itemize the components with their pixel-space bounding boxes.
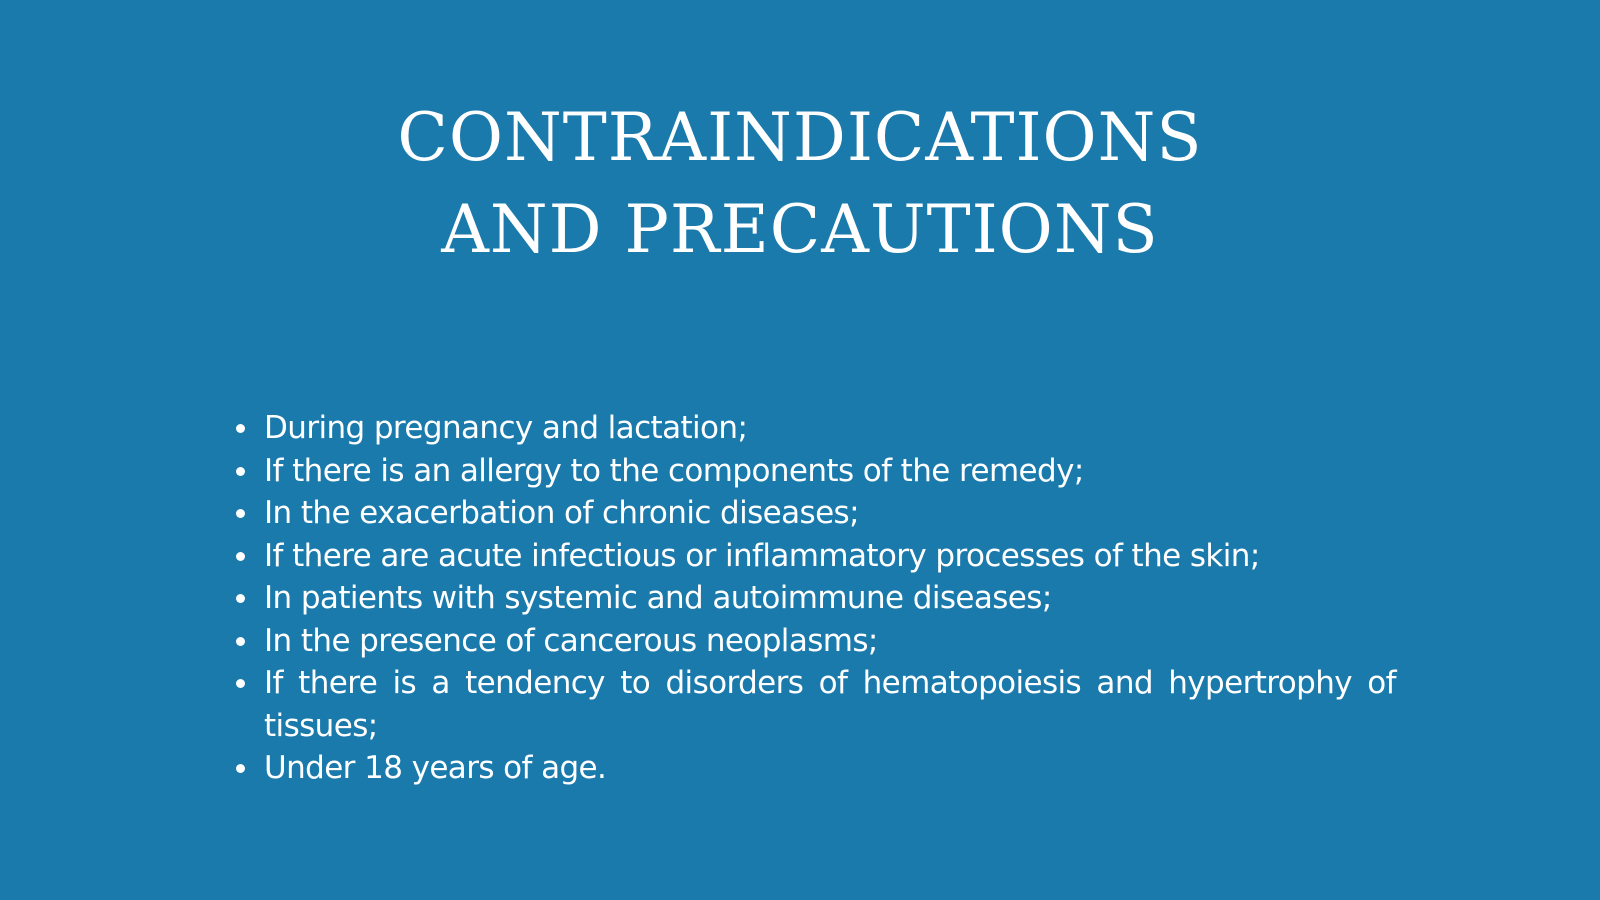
list-item-text: If there is a tendency to disorders of hematopoiesis and hypertrophy of tissues; [264,665,1396,744]
bullet-icon [236,509,245,518]
list-item-text: In the exacerbation of chronic diseases; [264,495,859,531]
contraindications-list [236,407,1396,790]
title-line-2: AND PRECAUTIONS [441,191,1159,268]
list-item-text: In the presence of cancerous neoplasms; [264,622,878,659]
bullet-icon [236,679,245,688]
list-item-text: Under 18 years of age. [264,750,607,786]
list-item [236,747,1396,790]
bullet-icon [236,637,245,646]
bullet-icon [236,764,245,773]
list-item [236,535,1396,578]
slide-title [300,92,1300,276]
bullet-icon [236,424,245,433]
list-item [236,620,1396,663]
title-line-1: CONTRAINDICATIONS [397,99,1203,176]
list-item [236,577,1396,620]
list-item [236,492,1396,535]
list-item [236,450,1396,493]
list-item [236,662,1396,747]
list-item-text: In patients with systemic and autoimmune diseases; [264,580,1052,616]
bullet-icon [236,552,245,561]
list-item-text: If there are acute infectious or inflammatory processes of the skin; [264,537,1260,574]
list-item-text: If there is an allergy to the components of the remedy; [264,452,1084,489]
list-item [236,407,1396,450]
list-item-text: During pregnancy and lactation; [264,410,748,446]
bullet-icon [236,467,245,476]
bullet-icon [236,594,245,603]
